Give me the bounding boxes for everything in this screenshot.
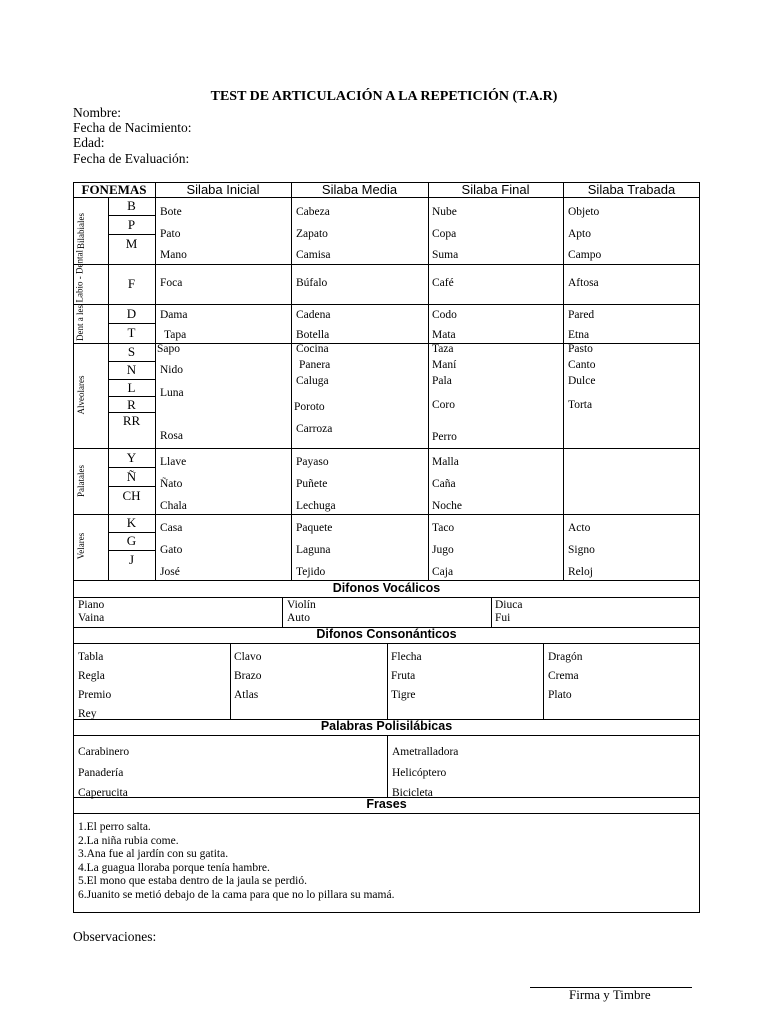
phrase-item: 1.El perro salta.	[78, 821, 151, 833]
word-cell: Codo	[432, 309, 457, 321]
group-label-bilabiales: Bilabiales	[76, 213, 86, 249]
word-cell: Caluga	[296, 375, 329, 387]
word-cell: Poroto	[294, 401, 325, 413]
phoneme-m: M	[125, 236, 138, 251]
phoneme-d: D	[126, 306, 137, 321]
word-cell: Mata	[432, 329, 456, 341]
phrase-list	[78, 821, 394, 903]
word-cell: Nido	[160, 364, 183, 376]
word-cell: Tejido	[296, 566, 326, 578]
word-cell: Casa	[160, 522, 183, 534]
field-nombre: Nombre:	[73, 105, 121, 120]
word-cell: Panera	[299, 359, 331, 371]
phoneme-f: F	[127, 276, 136, 291]
word-cell: Clavo Brazo Atlas	[234, 651, 262, 701]
section-title-frases: Frases	[366, 797, 407, 811]
word-cell: Taza	[432, 343, 454, 355]
word-cell: Café	[432, 277, 454, 289]
word-cell: Payaso	[296, 456, 329, 468]
phrase-item: 4.La guagua lloraba porque tenía hambre.	[78, 861, 270, 874]
word-cell: Luna	[160, 387, 184, 399]
document-title: TEST DE ARTICULACIÓN A LA REPETICIÓN (T.A.R)	[210, 89, 558, 104]
word-cell: Llave	[160, 456, 187, 468]
header-silaba-trabada: Silaba Trabada	[587, 182, 676, 197]
word-cell: Camisa	[296, 249, 331, 261]
word-cell: Mano	[160, 249, 187, 261]
group-label-palatales: Palatales	[76, 465, 86, 497]
word-cell: Canto	[568, 359, 596, 371]
phoneme-nn: Ñ	[126, 469, 137, 484]
word-cell: Tapa	[164, 329, 187, 341]
phoneme-s: S	[127, 344, 136, 359]
section-title-polisilabicas: Palabras Polisilábicas	[320, 719, 453, 733]
word-cell: Violín Auto	[287, 599, 316, 624]
section-title-difonos-vocalicos: Difonos Vocálicos	[332, 581, 441, 595]
word-cell: Pared	[568, 309, 595, 321]
word-cell: Zapato	[296, 228, 328, 240]
word-cell: Torta	[568, 399, 593, 411]
word-cell: Piano Vaina	[78, 599, 105, 624]
group-label-labio-dental: Labio - Dental	[74, 250, 85, 303]
word-cell: Objeto	[568, 206, 600, 218]
phoneme-n: N	[126, 362, 137, 377]
word-cell: Campo	[568, 249, 602, 261]
word-cell: Rosa	[160, 430, 183, 442]
group-label-velares: Velares	[76, 532, 86, 560]
word-cell: Dragón Crema Plato	[548, 651, 583, 701]
word-cell: Caña	[432, 478, 456, 490]
word-cell: Nube	[432, 206, 457, 218]
phoneme-l: L	[127, 380, 136, 395]
word-cell: Taco	[432, 522, 455, 534]
word-cell: Apto	[568, 228, 591, 240]
word-cell: Pasto	[568, 343, 593, 355]
word-cell: José	[160, 566, 180, 578]
word-cell: Dama	[160, 309, 188, 321]
word-cell: Diuca Fui	[495, 599, 523, 624]
word-cell: Caja	[432, 566, 454, 578]
phoneme-p: P	[127, 217, 136, 232]
word-cell: Perro	[432, 431, 457, 443]
phoneme-r: R	[127, 397, 136, 412]
phrase-item: 2.La niña rubia come.	[78, 834, 179, 847]
word-cell: Jugo	[432, 544, 454, 556]
word-cell: Chala	[160, 500, 187, 512]
word-cell: Paquete	[296, 522, 333, 534]
phoneme-rr: RR	[122, 413, 141, 428]
word-cell: Búfalo	[296, 277, 328, 289]
word-cell: Cadena	[296, 309, 331, 321]
word-cell: Laguna	[296, 544, 331, 556]
word-cell: Foca	[160, 277, 183, 289]
word-cell: Acto	[568, 522, 591, 534]
phoneme-t: T	[127, 325, 136, 340]
section-title-difonos-consonanticos: Difonos Consonánticos	[316, 627, 457, 641]
header-fonemas: FONEMAS	[81, 182, 147, 197]
word-cell: Reloj	[568, 566, 593, 578]
phrase-item: 6.Juanito se metió debajo de la cama para que no lo pillara su mamá.	[78, 888, 395, 901]
header-silaba-media: Silaba Media	[321, 182, 398, 197]
field-fecha-nacimiento: Fecha de Nacimiento:	[73, 120, 192, 135]
firma-timbre-label: Firma y Timbre	[569, 987, 651, 1002]
phoneme-g: G	[126, 533, 137, 548]
word-cell: Carroza	[296, 423, 333, 435]
phoneme-k: K	[126, 515, 137, 530]
group-label-dentales: Dent a les	[75, 305, 85, 341]
word-cell: Coro	[432, 399, 455, 411]
group-label-alveolares: Alveolares	[76, 375, 86, 415]
word-cell: Etna	[568, 329, 590, 341]
word-cell: Flecha Fruta Tigre	[391, 651, 422, 701]
word-cell: Dulce	[568, 375, 596, 387]
word-cell: Noche	[432, 500, 463, 512]
word-cell: Cocina	[296, 343, 329, 355]
word-cell: Copa	[432, 228, 457, 240]
phoneme-j: J	[128, 552, 135, 567]
word-cell: Ñato	[160, 478, 183, 490]
word-cell: Bote	[160, 206, 182, 218]
word-cell: Carabinero Panadería Caperucita	[78, 746, 130, 799]
phrase-item: 3.Ana fue al jardín con su gatita.	[78, 848, 229, 861]
word-cell: Cabeza	[296, 206, 330, 218]
word-cell: Aftosa	[568, 277, 599, 289]
word-cell: Ametralladora Helicóptero Bicicleta	[392, 746, 459, 799]
header-silaba-final: Silaba Final	[461, 182, 530, 197]
word-cell: Botella	[296, 329, 330, 341]
phrase-item: 5.El mono que estaba dentro de la jaula se perdió.	[78, 875, 307, 888]
phoneme-ch: CH	[122, 488, 141, 503]
observaciones-label: Observaciones:	[73, 929, 157, 944]
field-edad: Edad:	[73, 135, 105, 150]
word-cell: Maní	[432, 359, 457, 371]
word-cell: Gato	[160, 544, 183, 556]
word-cell: Malla	[432, 456, 459, 468]
word-cell: Pala	[432, 375, 452, 387]
word-cell: Signo	[568, 544, 595, 556]
word-cell: Pato	[160, 228, 181, 240]
header-silaba-inicial: Silaba Inicial	[186, 182, 260, 197]
word-cell: Tabla Regla Premio Rey	[78, 651, 112, 720]
word-cell: Lechuga	[296, 500, 336, 512]
field-fecha-evaluacion: Fecha de Evaluación:	[73, 151, 190, 166]
word-cell: Sapo	[157, 343, 180, 355]
phoneme-b: B	[127, 198, 136, 213]
word-cell: Suma	[432, 249, 459, 261]
phoneme-y: Y	[126, 450, 137, 465]
word-cell: Puñete	[296, 478, 328, 490]
